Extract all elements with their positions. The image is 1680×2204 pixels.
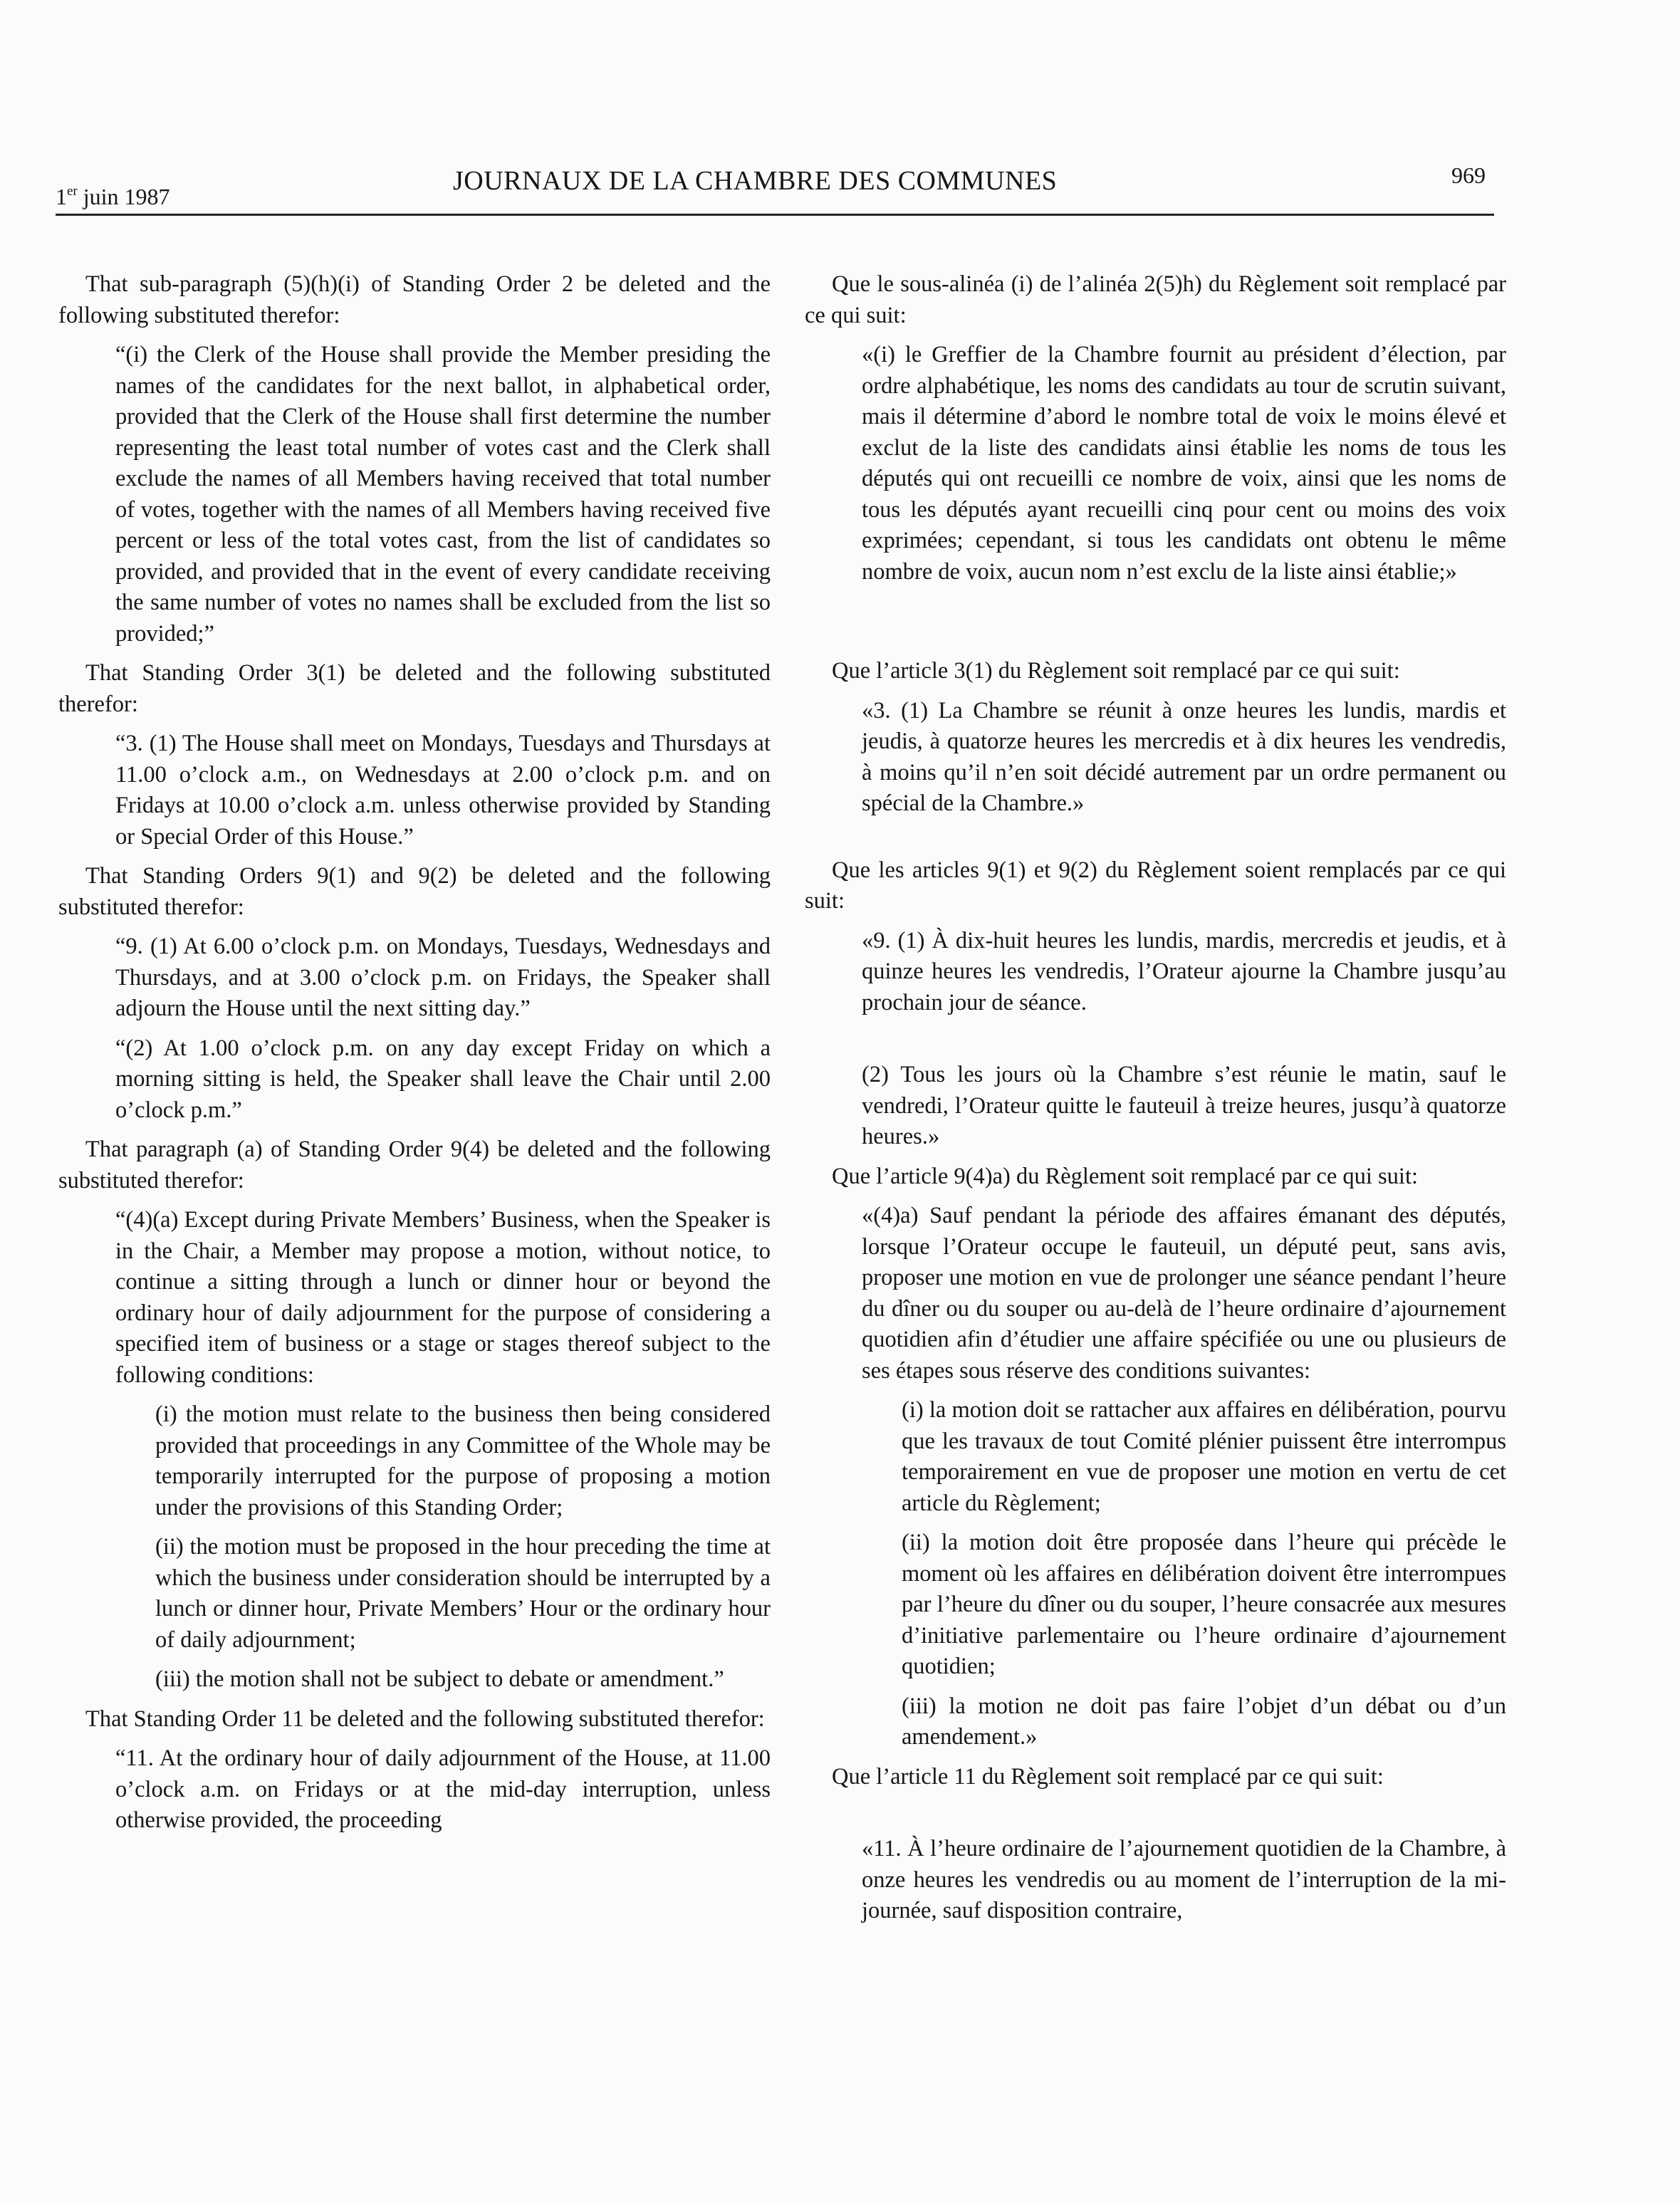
fr-quote: «(i) le Greffier de la Chambre fournit au président d’élection, par ordre alphabétique, les noms des candidats au tour de scrutin suivant, mais il détermine d’abord le nombre total de voix le moins élevé et exclut de la liste des candidats ainsi établie les noms de tous les députés qui ont recueilli ce nombre de voix, ainsi que les noms de tous les députés ayant recueilli cinq pour cent ou moins des voix exprimées; cependant, si tous les candidats ont obtenu le même nombre de voix, aucun nom n’est exclu de la liste ainsi établie;» [862,342,1506,585]
fr-subclause: (ii) la motion doit être proposée dans l’heure qui précède le moment où les affaires en délibération doivent être interrompues par l’heure du dîner ou du souper, l’heure consacrée aux mesures d’initiative parlementaire ou l’heure ordinaire d’ajournement quotidien; [902,1530,1506,1679]
en-paragraph: That Standing Order 3(1) be deleted and the following substituted therefor: [58,660,771,717]
en-quote: “11. At the ordinary hour of daily adjournment of the House, at 11.00 o’clock a.m. on Fridays or at the mid-day interruption, unless otherwise provided, the proceeding [115,1745,771,1833]
fr-paragraph: Que l’article 11 du Règlement soit remplacé par ce qui suit: [832,1763,1384,1790]
fr-paragraph: Que les articles 9(1) et 9(2) du Règlement soient remplacés par ce qui suit: [805,857,1506,914]
fr-paragraph: Que le sous-alinéa (i) de l’alinéa 2(5)h) du Règlement soit remplacé par ce qui suit: [805,271,1506,328]
header-date-superscript: er [67,184,78,199]
header-date [56,184,170,210]
en-subclause: (ii) the motion must be proposed in the hour preceding the time at which the business under consideration should be interrupted by a lunch or dinner hour, Private Members’ Hour or the ordinary hour of daily adjournment; [155,1534,771,1653]
fr-quote: (2) Tous les jours où la Chambre s’est réunie le matin, sauf le vendredi, l’Orateur quitte le fauteuil à treize heures, jusqu’à quatorze heures.» [862,1062,1506,1149]
english-column [58,269,771,1837]
fr-quote: «11. À l’heure ordinaire de l’ajournement quotidien de la Chambre, à onze heures les vendredis ou au moment de l’interruption de la mi-journée, sauf disposition contraire, [862,1836,1506,1923]
page-number: 969 [1451,162,1486,188]
french-column [805,269,1506,1927]
en-paragraph: That paragraph (a) of Standing Order 9(4) be deleted and the following substituted therefor: [58,1137,771,1194]
journal-title: JOURNAUX DE LA CHAMBRE DES COMMUNES [453,166,1058,196]
en-quote: “(4)(a) Except during Private Members’ Business, when the Speaker is in the Chair, a Member may propose a motion, without notice, to continue a sitting through a lunch or dinner hour or beyond the ordinary hour of daily adjournment for the purpose of considering a specified item of business or a stage or stages thereof subject to the following conditions: [115,1207,771,1388]
fr-subclause: (iii) la motion ne doit pas faire l’objet d’un débat ou d’un amendement.» [902,1693,1506,1750]
header-rule [56,214,1494,216]
fr-quote: «3. (1) La Chambre se réunit à onze heures les lundis, mardis et jeudis, à quatorze heures les mercredis et à dix heures les vendredis, à moins qu’il n’en soit décidé autrement par un ordre permanent ou spécial de la Chambre.» [862,697,1506,816]
en-paragraph: That Standing Order 11 be deleted and the following substituted therefor: [85,1706,765,1732]
en-subclause: (iii) the motion shall not be subject to debate or amendment.” [155,1666,724,1692]
en-paragraph: That Standing Orders 9(1) and 9(2) be deleted and the following substituted therefor: [58,863,771,920]
en-paragraph: That sub-paragraph (5)(h)(i) of Standing Order 2 be deleted and the following substituted therefor: [58,271,771,328]
fr-paragraph: Que l’article 3(1) du Règlement soit remplacé par ce qui suit: [832,658,1400,684]
en-quote: “(i) the Clerk of the House shall provide the Member presiding the names of the candidates for the next ballot, in alphabetical order, provided that the Clerk of the House shall first determine the number representing the least total number of votes cast and the Clerk shall exclude the names of all Members having received that total number of votes, together with the names of all Members having received five percent or less of the total votes cast, from the list of candidates so provided, and provided that in the event of every candidate receiving the same number of votes no names shall be excluded from the list so provided;” [115,342,771,647]
fr-quote: «9. (1) À dix-huit heures les lundis, mardis, mercredis et jeudis, et à quinze heures les vendredis, l’Orateur ajourne la Chambre jusqu’au prochain jour de séance. [862,927,1506,1015]
fr-subclause: (i) la motion doit se rattacher aux affaires en délibération, pourvu que les travaux de tout Comité plénier puissent être interrompus temporairement en vue de proposer une motion en vertu de cet article du Règlement; [902,1397,1506,1516]
header-date-rest: juin 1987 [77,184,170,209]
header-date-day: 1 [56,184,67,209]
en-quote: “3. (1) The House shall meet on Mondays, Tuesdays and Thursdays at 11.00 o’clock a.m., on Wednesdays at 2.00 o’clock p.m. and on Fridays at 10.00 o’clock a.m. unless otherwise provided by Standing or Special Order of this House.” [115,731,771,850]
fr-paragraph: Que l’article 9(4)a) du Règlement soit remplacé par ce qui suit: [832,1163,1419,1189]
en-quote: “9. (1) At 6.00 o’clock p.m. on Mondays, Tuesdays, Wednesdays and Thursdays, and at 3.00 o’clock p.m. on Fridays, the Speaker shall adjourn the House until the next sitting day.” [115,934,771,1021]
en-quote: “(2) At 1.00 o’clock p.m. on any day except Friday on which a morning sitting is held, the Speaker shall leave the Chair until 2.00 o’clock p.m.” [115,1035,771,1123]
fr-quote: «(4)a) Sauf pendant la période des affaires émanant des députés, lorsque l’Orateur occupe le fauteuil, un député peut, sans avis, proposer une motion en vue de prolonger une séance pendant l’heure du dîner ou du souper ou au-delà de l’heure ordinaire d’ajournement quotidien afin d’étudier une affaire spécifiée ou une ou plusieurs de ses étapes sous réserve des conditions suivantes: [862,1203,1506,1384]
page-header [0,0,1680,221]
en-subclause: (i) the motion must relate to the business then being considered provided that proceedings in any Committee of the Whole may be temporarily interrupted for the purpose of proposing a motion under the provisions of this Standing Order; [155,1401,771,1520]
